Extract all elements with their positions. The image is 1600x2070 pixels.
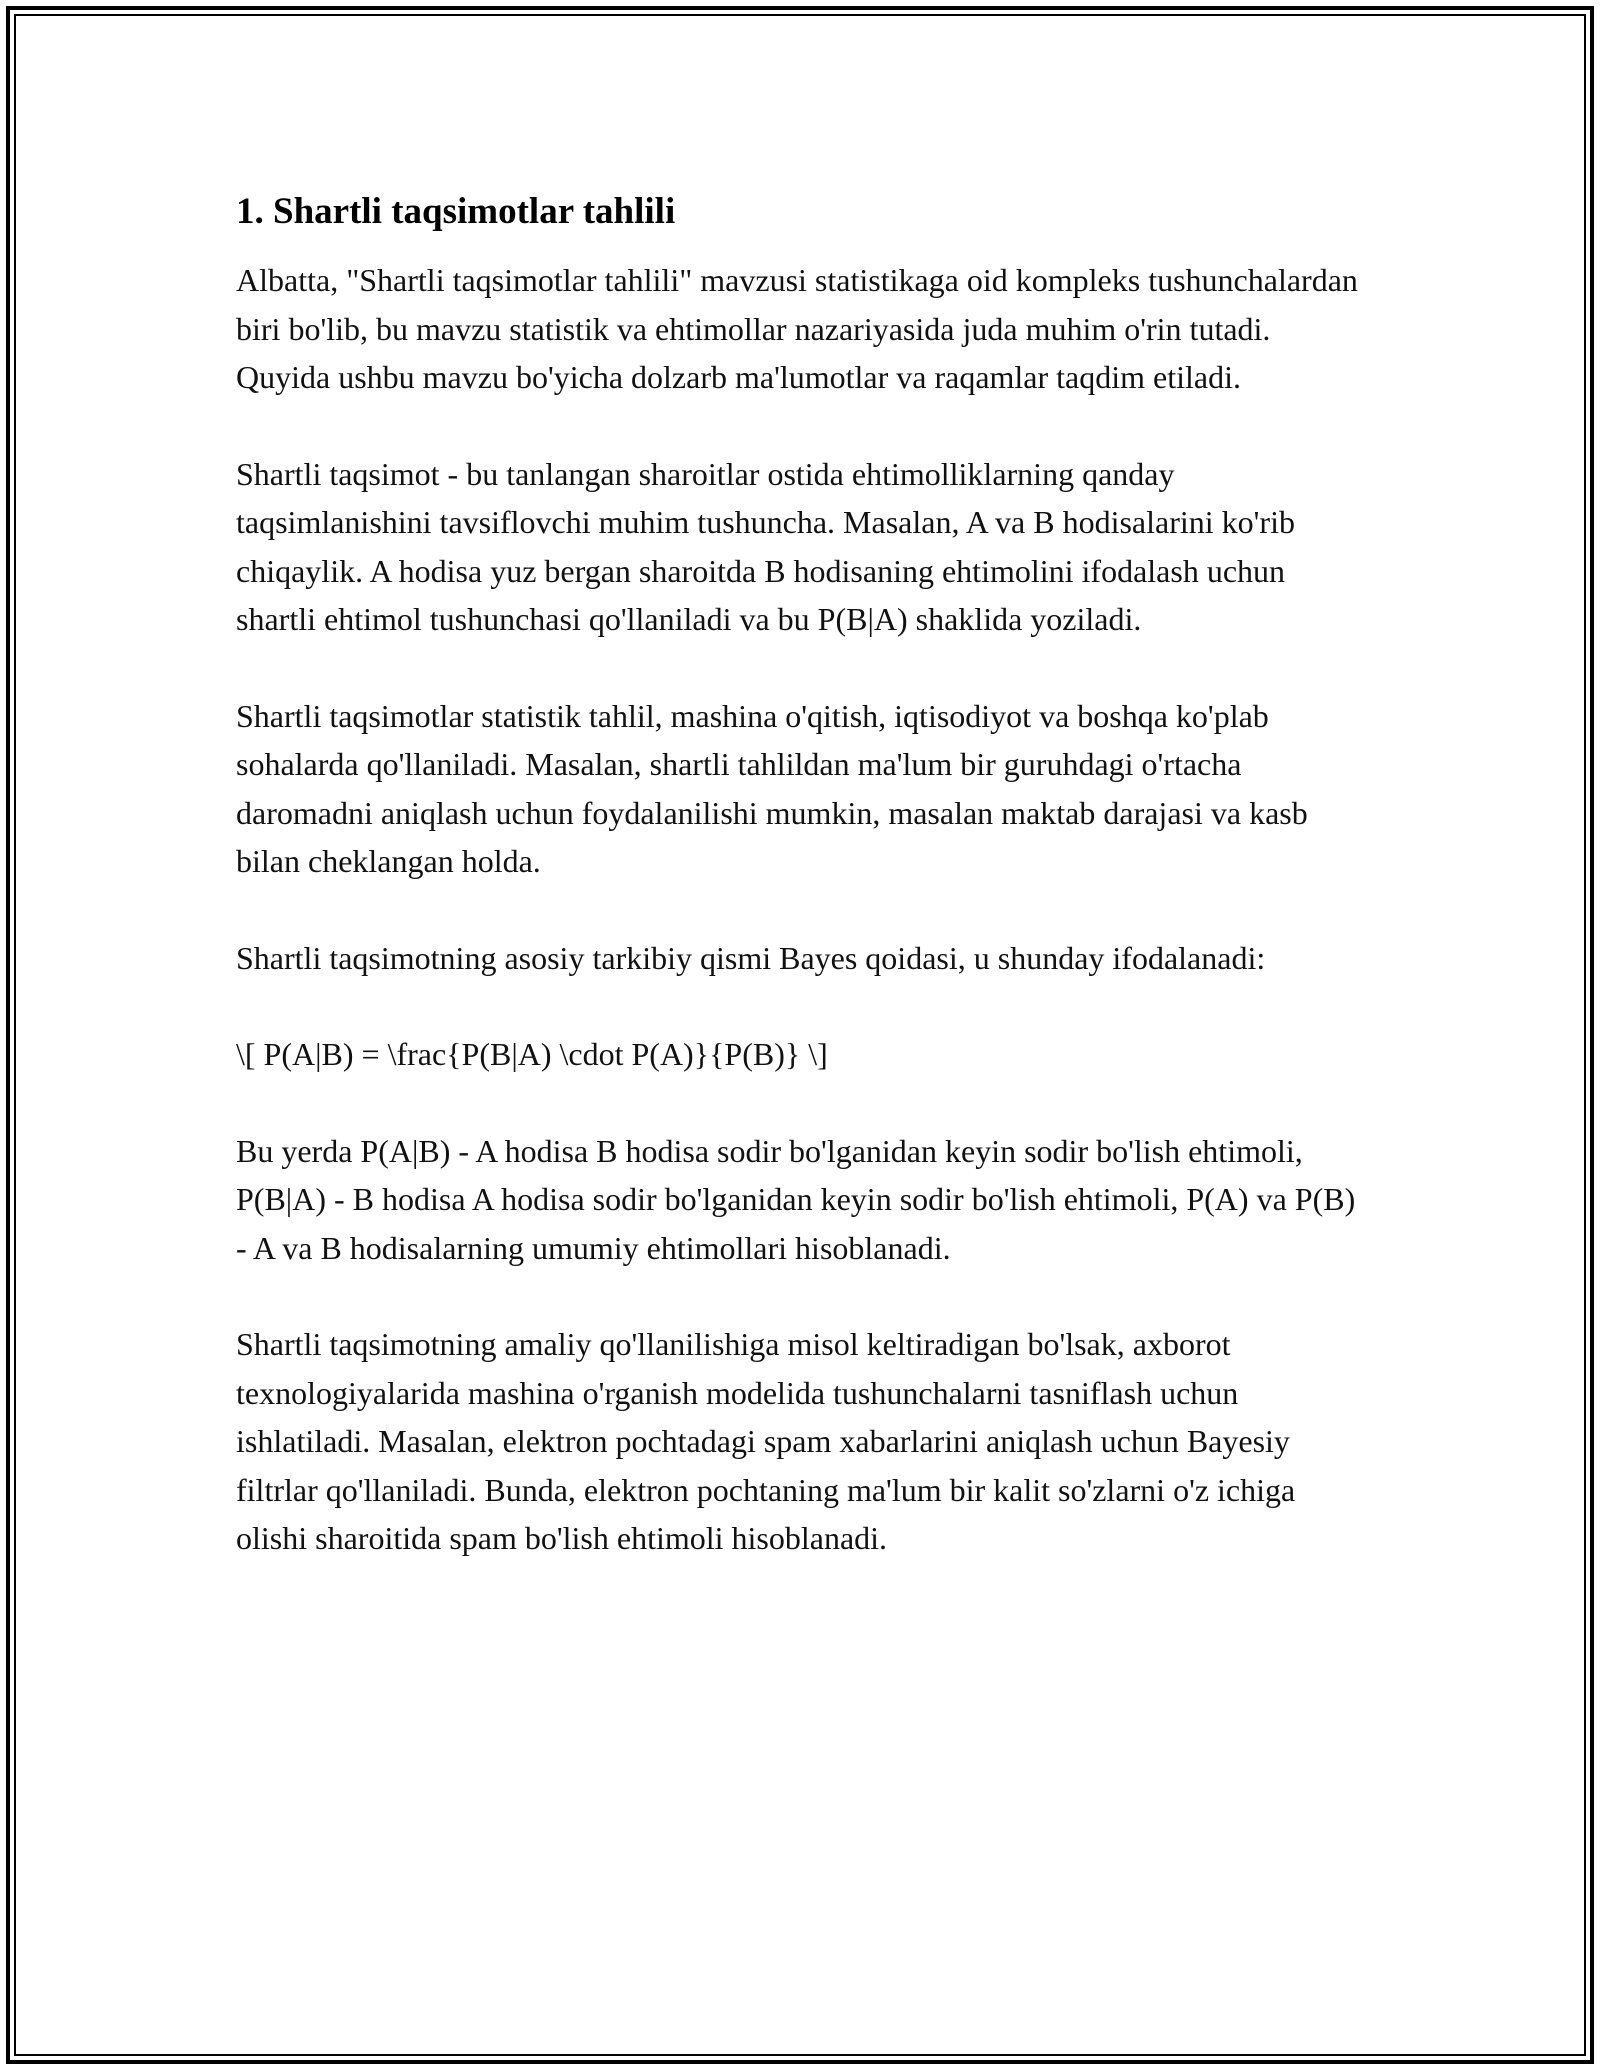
document-body — [236, 186, 1366, 1611]
paragraph-practical-example: Shartli taqsimotning amaliy qo'llanilishiga misol keltiradigan bo'lsak, axborot texnologiyalarida mashina o'rganish modelida tushunchalarni tasniflash uchun ishlatiladi. Masalan, elektron pochtadagi spam xabarlarini aniqlash uchun Bayesiy filtrlar qo'llaniladi. Bunda, elektron pochtaning ma'lum bir kalit so'zlarni o'z ichiga olishi sharoitida spam bo'lish ehtimoli hisoblanadi. — [236, 1326, 1296, 1556]
paragraph-definition: Shartli taqsimot - bu tanlangan sharoitlar ostida ehtimolliklarning qanday taqsimlanishini tavsiflovchi muhim tushuncha. Masalan, A va B hodisalarini ko'rib chiqaylik. A hodisa yuz bergan sharoitda B hodisaning ehtimolini ifodalash uchun shartli ehtimol tushunchasi qo'llaniladi va bu P(B|A) shaklida yoziladi. — [236, 455, 1295, 637]
paragraph-bayes-rule: Shartli taqsimotning asosiy tarkibiy qismi Bayes qoidasi, u shunday ifodalanadi: — [236, 939, 1266, 976]
bayes-formula: \[ P(A|B) = \frac{P(B|A) \cdot P(A)}{P(B)} \] — [236, 1036, 828, 1072]
paragraph-applications: Shartli taqsimotlar statistik tahlil, mashina o'qitish, iqtisodiyot va boshqa ko'plab sohalarda qo'llaniladi. Masalan, shartli tahlildan ma'lum bir guruhdagi o'rtacha daromadni aniqlash uchun foydalanilishi mumkin, masalan maktab darajasi va kasb bilan cheklangan holda. — [236, 697, 1308, 879]
paragraph-formula-explanation: Bu yerda P(A|B) - A hodisa B hodisa sodir bo'lganidan keyin sodir bo'lish ehtimoli, P(B|A) - B hodisa A hodisa sodir bo'lganidan keyin sodir bo'lish ehtimoli, P(A) va P(B) - A va B hodisalarning umumiy ehtimollari hisoblanadi. — [236, 1132, 1356, 1266]
section-heading: 1. Shartli taqsimotlar tahlili — [236, 191, 676, 232]
paragraph-intro: Albatta, "Shartli taqsimotlar tahlili" mavzusi statistikaga oid kompleks tushunchalardan biri bo'lib, bu mavzu statistik va ehtimollar nazariyasida juda muhim o'rin tutadi. Quyida ushbu mavzu bo'yicha dolzarb ma'lumotlar va raqamlar taqdim etiladi. — [236, 262, 1358, 395]
